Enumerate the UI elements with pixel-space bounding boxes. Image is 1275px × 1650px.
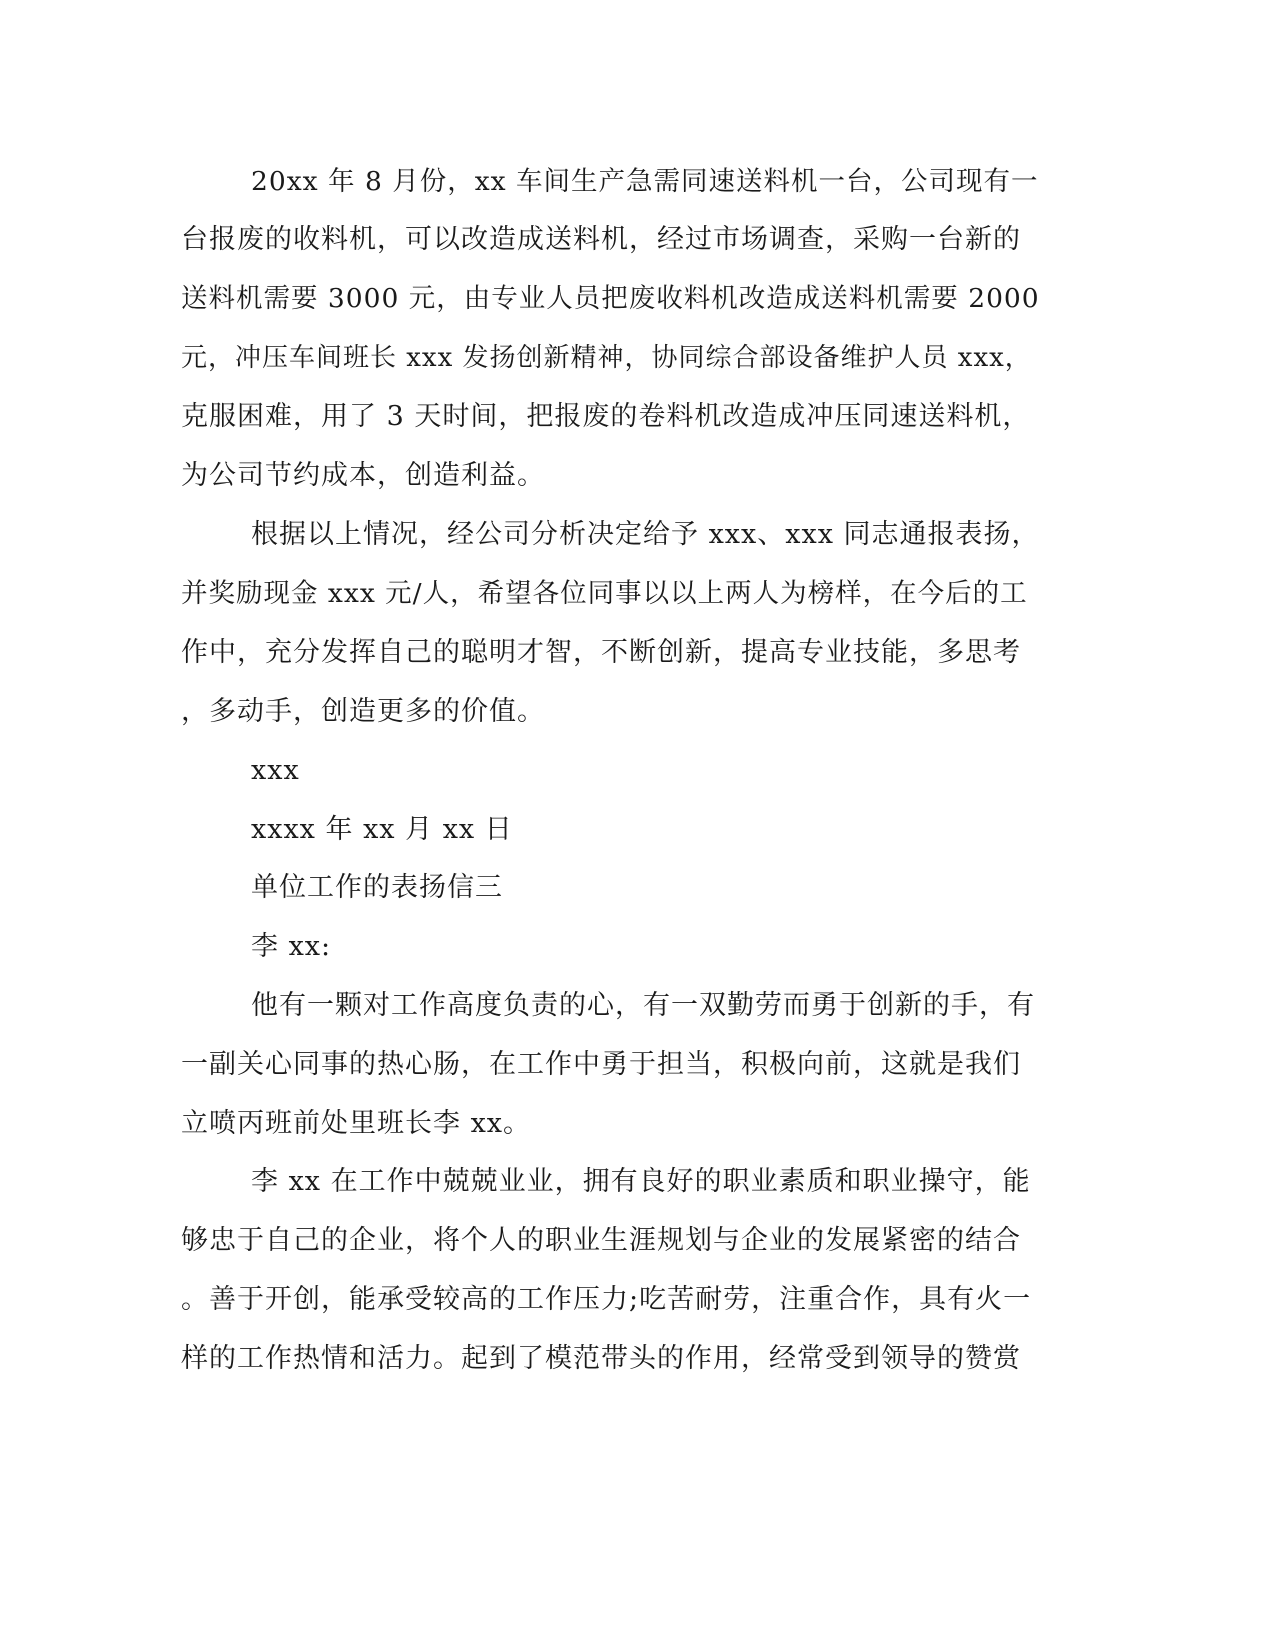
paragraph-2-line-1: 根据以上情况，经公司分析决定给予 xxx、xxx 同志通报表扬， [251,519,1040,550]
paragraph-1-line-4: 元，冲压车间班长 xxx 发扬创新精神，协同综合部设备维护人员 xxx， [181,343,1032,373]
paragraph-2-line-4: ，多动手，创造更多的价值。 [181,696,545,727]
paragraph-3-line-2: 一副关心同事的热心肠，在工作中勇于担当，积极向前，这就是我们 [181,1049,1021,1080]
paragraph-2-line-2: 并奖励现金 xxx 元/人，希望各位同事以以上两人为榜样，在今后的工 [181,578,1028,609]
paragraph-3-line-3: 立喷丙班前处里班长李 xx。 [181,1108,532,1139]
salutation: 李 xx: [251,931,332,962]
paragraph-3-line-1: 他有一颗对工作高度负责的心，有一双勤劳而勇于创新的手，有 [251,990,1035,1021]
paragraph-4-line-2: 够忠于自己的企业，将个人的职业生涯规划与企业的发展紧密的结合 [181,1225,1021,1256]
signature-date: xxxx 年 xx 月 xx 日 [251,814,513,845]
paragraph-2-line-3: 作中，充分发挥自己的聪明才智，不断创新，提高专业技能，多思考 [181,637,1021,668]
paragraph-4-line-3: 。善于开创，能承受较高的工作压力;吃苦耐劳，注重合作，具有火一 [181,1284,1032,1315]
paragraph-1-line-3: 送料机需要 3000 元，由专业人员把废收料机改造成送料机需要 2000 [181,283,1040,314]
paragraph-4-line-4: 样的工作热情和活力。起到了模范带头的作用，经常受到领导的赞赏 [181,1343,1021,1374]
paragraph-1-line-2: 台报废的收料机，可以改造成送料机，经过市场调查，采购一台新的 [181,224,1021,255]
paragraph-4-line-1: 李 xx 在工作中兢兢业业，拥有良好的职业素质和职业操守，能 [251,1166,1031,1197]
signature-name: xxx [251,755,300,786]
paragraph-1-line-1: 20xx 年 8 月份，xx 车间生产急需同速送料机一台，公司现有一 [251,166,1039,197]
paragraph-1-line-5: 克服困难，用了 3 天时间，把报废的卷料机改造成冲压同速送料机， [181,401,1031,432]
paragraph-1-line-6: 为公司节约成本，创造利益。 [181,460,545,491]
section-title: 单位工作的表扬信三 [251,872,503,903]
